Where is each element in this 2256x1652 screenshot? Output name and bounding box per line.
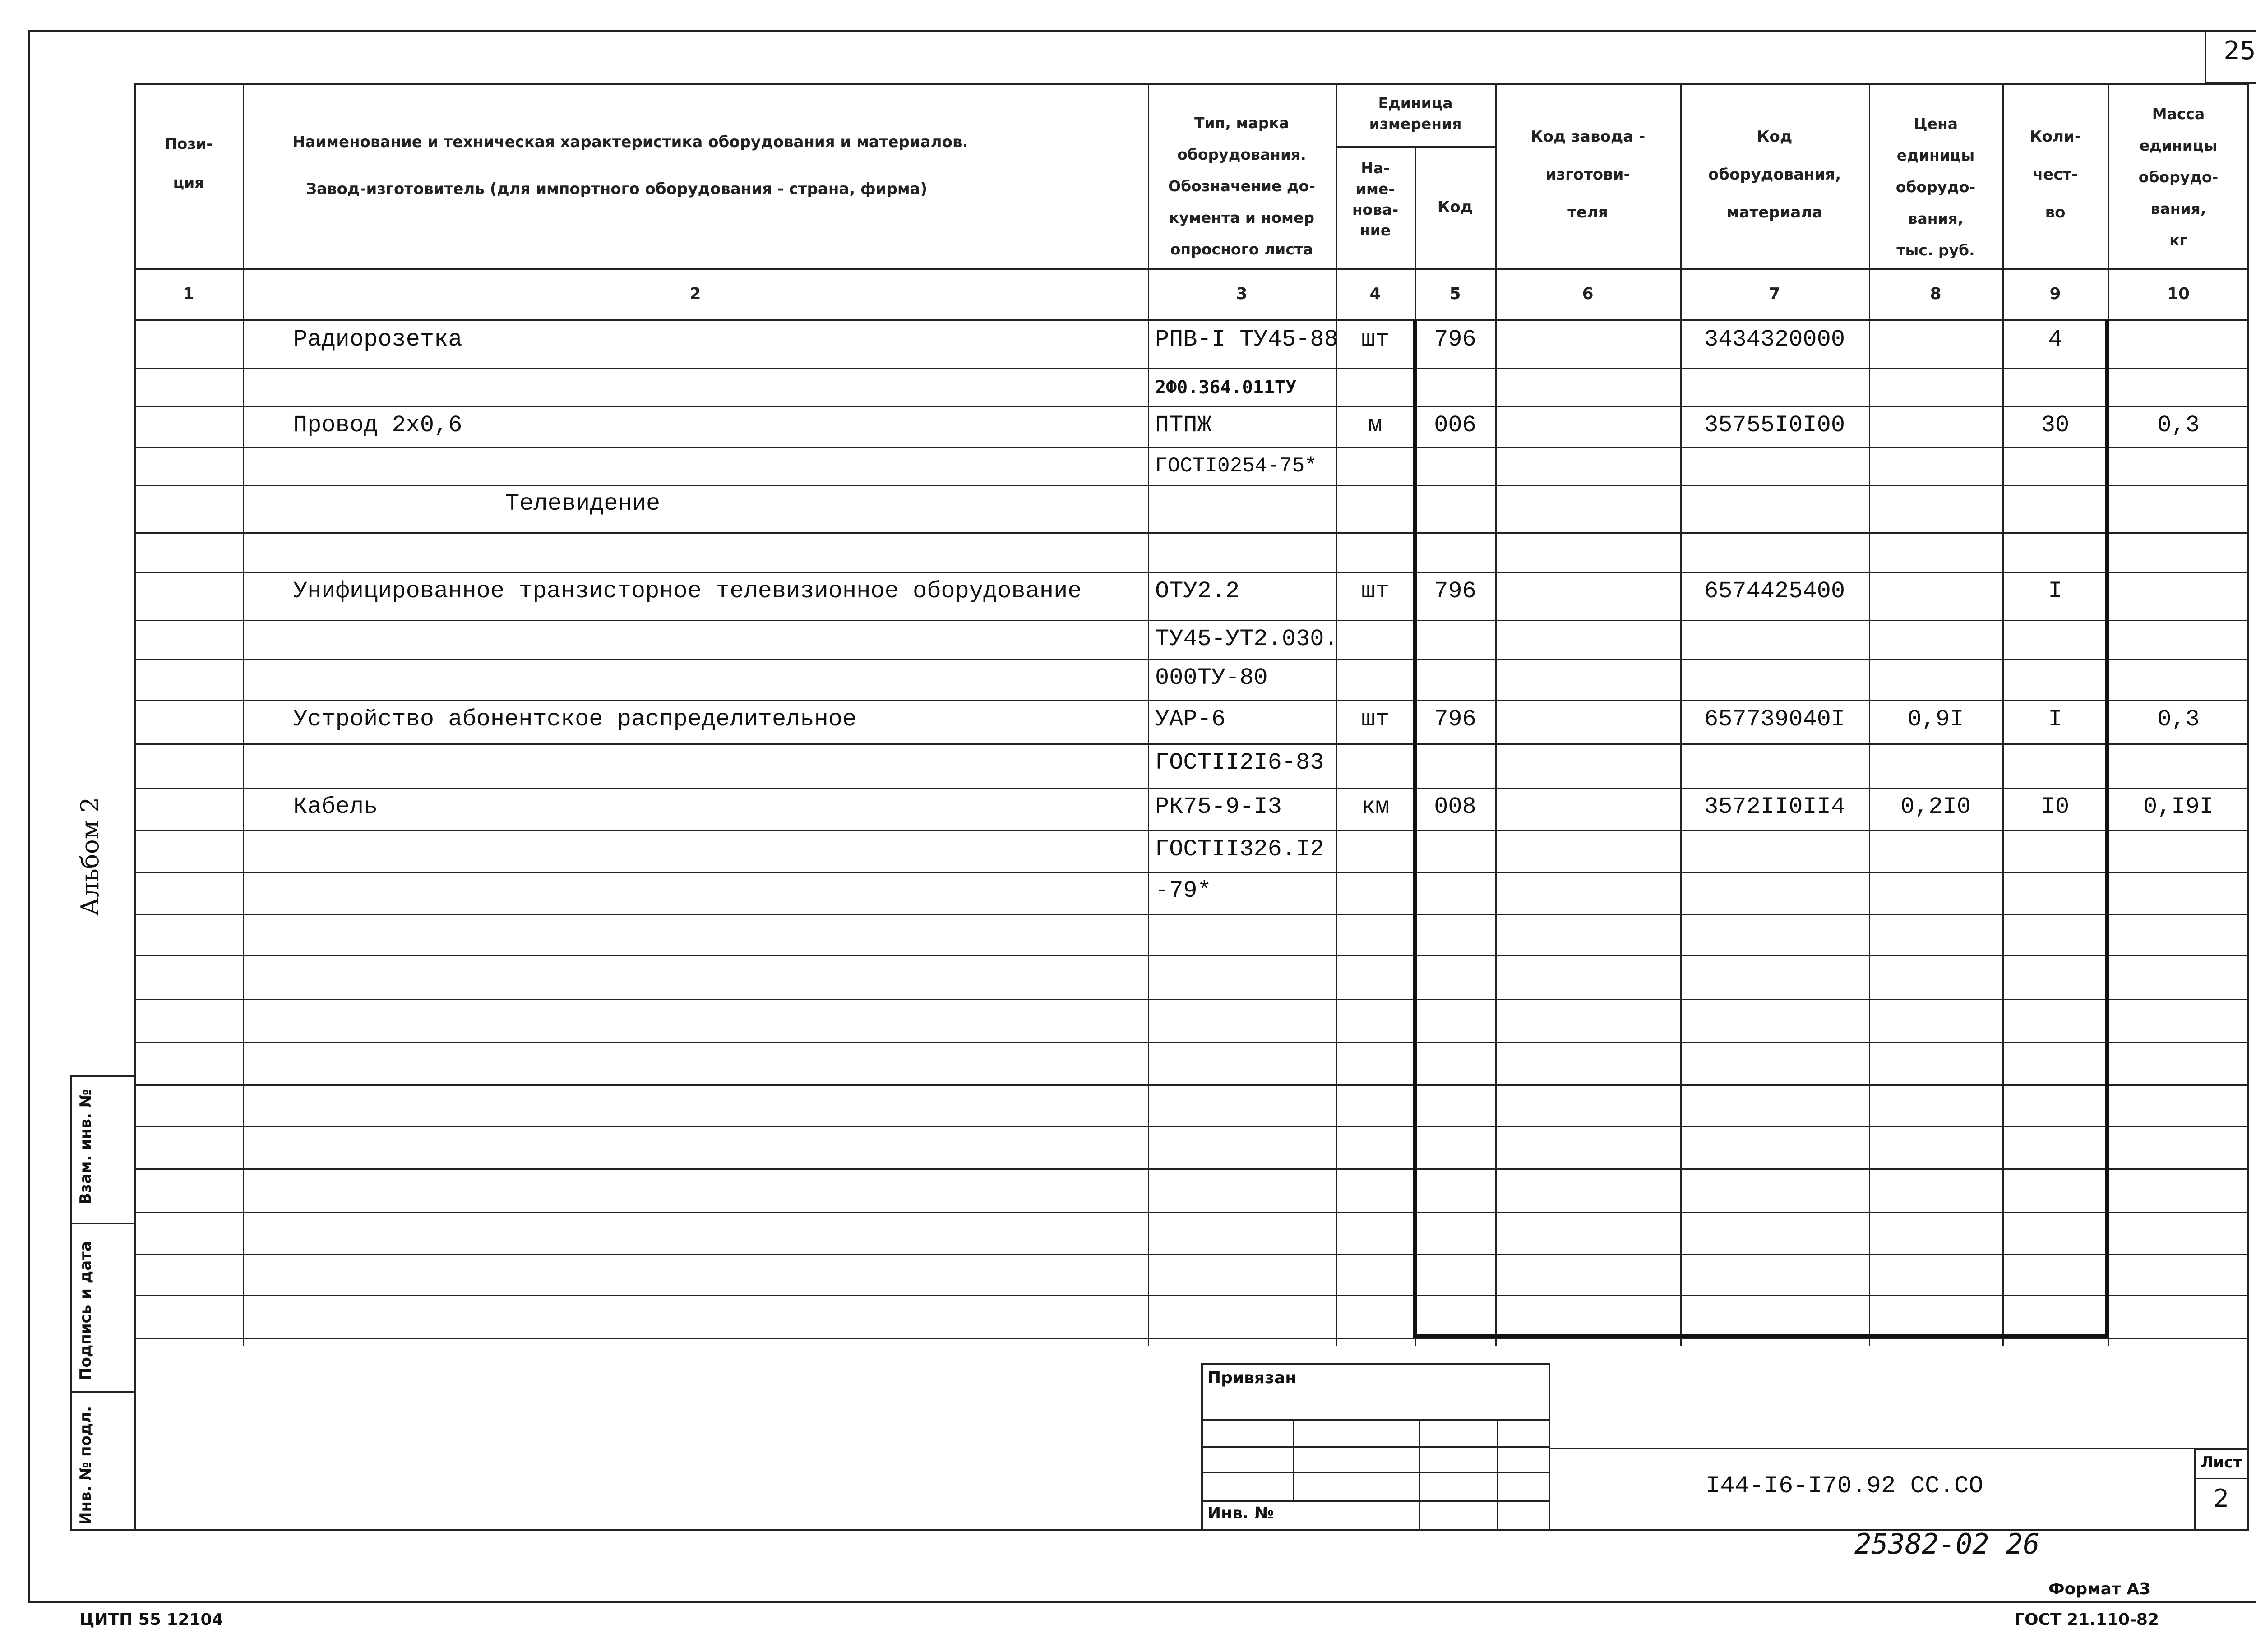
gost-label: ГОСТ 21.110-82 [2014,1610,2159,1629]
stamp-vline [1419,1419,1420,1531]
cell-type: 2Ф0.364.011ТУ [1155,377,1297,398]
row-line [134,788,2249,789]
header-col3 [1148,107,1336,265]
header-col9-line: во [2045,203,2066,221]
cell-code: 796 [1434,706,1476,733]
cell-mass: 0,I9I [2143,794,2214,820]
row-line [134,743,2249,745]
header-col10-line: Масса [2152,105,2205,123]
header-col1-line: ция [173,174,204,191]
row-line [134,999,2249,1000]
header-col2-line: Наименование и техническая характеристика оборудования и материалов. [292,133,968,151]
header-col6-line: изготови- [1545,166,1630,184]
row-line [134,700,2249,701]
vzam-inv-label: Взам. инв. № [77,1089,95,1204]
header-col1 [134,134,243,193]
row-line [134,1168,2249,1170]
cell-code: 008 [1434,794,1476,820]
cell-qty: 4 [2048,326,2062,353]
cell-name: Унифицированное транзисторное телевизионное оборудование [293,578,1082,605]
privyazan-label: Привязан [1207,1369,1297,1387]
thick-border-left [1413,320,1417,1338]
row-line [134,1084,2249,1086]
cell-type: УАР-6 [1155,706,1226,733]
thick-border-bottom [1413,1334,2109,1338]
column-number: 2 [689,285,701,303]
document-code: I44-I6-I70.92 СС.СО [1706,1472,1983,1500]
cell-mass: 0,3 [2157,412,2200,438]
cell-qty: I [2048,706,2062,733]
header-col10-line: единицы [2139,137,2218,154]
row-line [134,659,2249,660]
cell-unit: шт [1361,706,1390,733]
header-col10 [2108,98,2249,256]
column-number: 10 [2167,285,2190,303]
header-col3-line: опросного листа [1170,240,1313,258]
header-col6-line: Код завода - [1530,128,1646,146]
header-col7-line: оборудования, [1708,166,1841,184]
header-col3-line: Тип, марка [1194,114,1289,132]
header-col4-line: име- [1355,180,1395,198]
row-line [134,1295,2249,1296]
header-col7-line: материала [1726,203,1823,221]
column-number: 9 [2049,285,2061,303]
list-label: Лист [2201,1454,2242,1472]
cell-eq-code: 3572II0II4 [1704,794,1845,820]
side-strip-divider [70,1223,136,1224]
cell-price: 0,9I [1907,706,1964,733]
header-unit-line: измерения [1369,115,1462,133]
cell-eq-code: 3434320000 [1704,326,1845,353]
cell-type: ТУ45-УТ2.030. [1155,626,1338,652]
cell-eq-code: 6574425400 [1704,578,1845,605]
stamp-vline [1497,1419,1498,1531]
header-col2-line: Завод-изготовитель (для импортного оборудования - страна, фирма) [306,180,928,198]
header-col4-line: ние [1359,221,1391,239]
cell-name: Устройство абонентское распределительное [293,706,857,733]
header-col10-line: кг [2169,231,2187,249]
header-col8-line: Цена [1913,115,1958,133]
cell-type: ГОСТII2I6-83 [1155,749,1324,776]
row-line [134,485,2249,486]
cell-type: РК75-9-I3 [1155,794,1282,820]
cell-type: -79* [1155,877,1211,904]
row-line [134,1126,2249,1127]
column-number: 7 [1769,285,1780,303]
header-col6-line: теля [1567,203,1608,221]
header-col6 [1495,121,1680,228]
column-number: 4 [1369,285,1381,303]
bottom-left-code: ЦИТП 55 12104 [79,1610,223,1629]
album-label: Альбом 2 [76,797,104,916]
header-col9-line: Коли- [2029,128,2081,146]
handwritten-number: 25382-02 26 [1854,1527,2040,1560]
header-col10-line: оборудо- [2138,168,2219,186]
list-number: 2 [2213,1484,2229,1513]
cell-unit: км [1361,794,1390,820]
cell-type: ГОСТII326.I2 [1155,836,1324,863]
header-col9 [2002,121,2108,228]
header-col1-line: Пози- [164,135,213,152]
column-number: 6 [1582,285,1594,303]
column-number: 1 [183,285,194,303]
header-col10-line: вания, [2150,200,2206,217]
cell-name: Провод 2х0,6 [293,412,462,438]
header-col5: Код [1437,198,1473,216]
cell-type: РПВ-I ТУ45-88 [1155,326,1338,353]
header-unit-line: Единица [1378,94,1453,112]
header-col8-line: тыс. руб. [1896,241,1975,259]
header-col8-line: единицы [1896,147,1975,164]
row-line [134,1338,2249,1339]
inv-no-label: Инв. № [1207,1504,1274,1523]
cell-code: 796 [1434,578,1476,605]
header-col3-line: оборудования. [1177,146,1306,163]
header-col4-line: На- [1361,159,1390,177]
inv-podl-label: Инв. № подл. [77,1406,95,1525]
row-line [134,872,2249,873]
corner-number: 25 [2224,36,2256,65]
header-col8 [1869,108,2002,266]
cell-qty: 30 [2041,412,2070,438]
column-number: 3 [1236,285,1248,303]
title-block-top [1550,1448,2249,1449]
list-box-divider [2194,1478,2249,1479]
cell-type: 000ТУ-80 [1155,664,1268,691]
cell-code: 796 [1434,326,1476,353]
cell-eq-code: 35755I0I00 [1704,412,1845,438]
header-col4 [1336,158,1415,241]
header-col2 [253,126,1137,205]
cell-name: Радиорозетка [293,326,462,353]
cell-eq-code: 657739040I [1704,706,1845,733]
cell-type: ГОСТI0254-75* [1155,454,1317,478]
column-number: 5 [1449,285,1461,303]
cell-type: ОТУ2.2 [1155,578,1240,605]
cell-qty: I [2048,578,2062,605]
stamp-vline [1293,1419,1294,1500]
row-line [134,572,2249,573]
header-col8-line: оборудо- [1895,178,1976,196]
row-line [134,830,2249,831]
column-number: 8 [1930,285,1942,303]
row-line [134,532,2249,534]
cell-price: 0,2I0 [1900,794,1971,820]
header-col7-line: Код [1757,128,1793,146]
thick-border-right [2105,320,2109,1338]
podpis-data-label: Подпись и дата [77,1241,95,1380]
row-line [134,955,2249,956]
row-line [134,620,2249,621]
header-col4-line: нова- [1352,201,1399,218]
row-line [134,1042,2249,1043]
cell-mass: 0,3 [2157,706,2200,733]
header-col8-line: вания, [1908,210,1964,227]
format-label: Формат А3 [2048,1580,2151,1598]
cell-type: ПТПЖ [1155,412,1211,438]
cell-name: Кабель [293,794,378,820]
header-col3-line: кумента и номер [1169,209,1314,226]
row-line [134,406,2249,407]
cell-unit: шт [1361,578,1390,605]
side-strip-divider [70,1391,136,1393]
row-line [134,447,2249,448]
cell-name: Телевидение [505,490,661,517]
header-col7 [1680,121,1869,228]
cell-qty: I0 [2041,794,2070,820]
cell-code: 006 [1434,412,1476,438]
header-col3-line: Обозначение до- [1168,177,1315,195]
row-line [134,914,2249,915]
numbers-bottom-line [134,319,2249,321]
row-line [134,368,2249,369]
header-col9-line: чест- [2032,166,2078,184]
row-line [134,1254,2249,1255]
cell-unit: м [1368,412,1382,438]
row-line [134,1212,2249,1213]
cell-unit: шт [1361,326,1390,353]
header-unit-group [1336,93,1495,134]
